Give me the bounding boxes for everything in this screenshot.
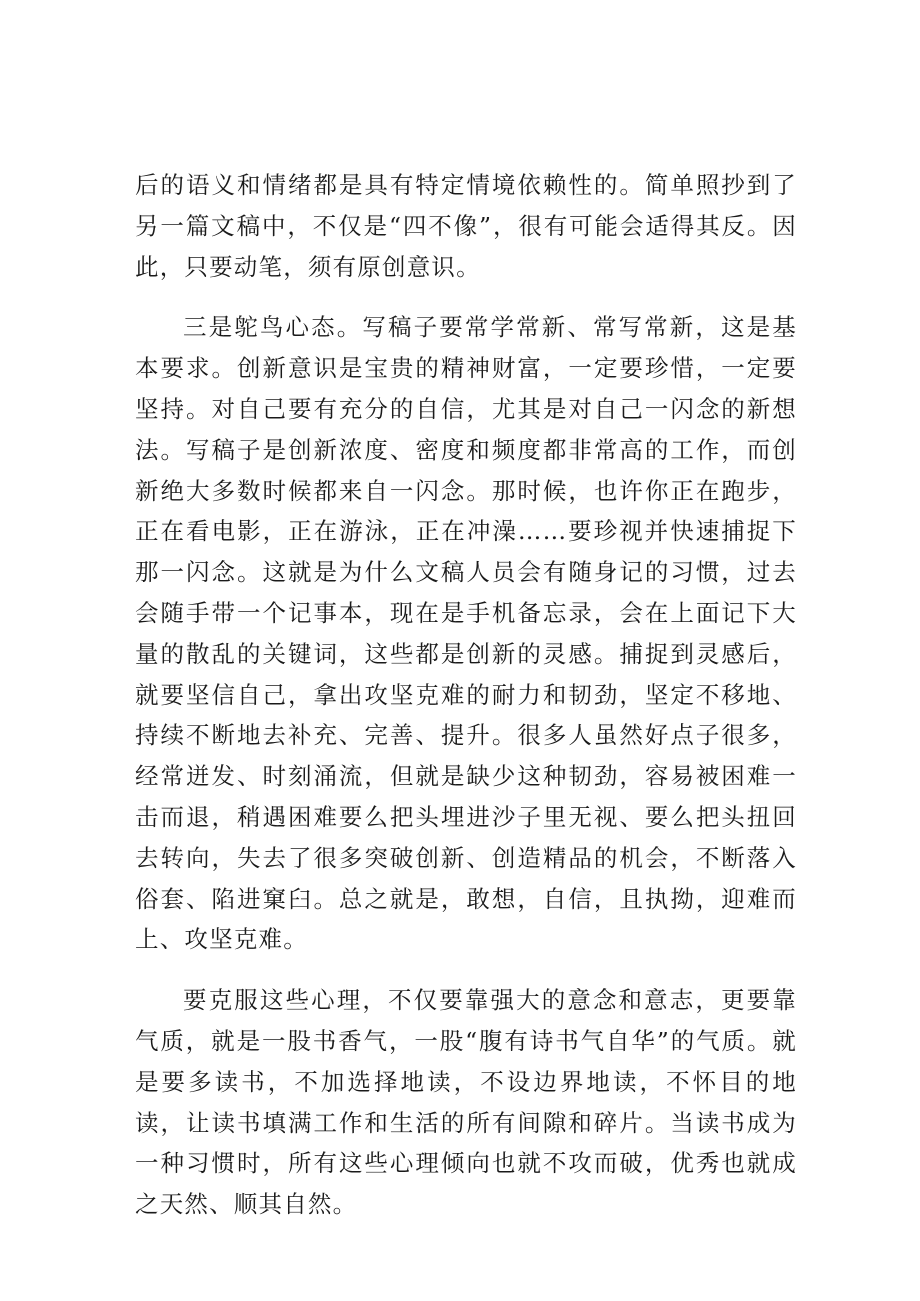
paragraph-ostrich-mentality: 三是鸵鸟心态。写稿子要常学常新、常写常新，这是基本要求。创新意识是宝贵的精神财富，一定要珍惜，一定要坚持。对自己要有充分的自信，尤其是对自己一闪念的新想法。写稿子是创新浓度、密度和频度都非常高的工作，而创新绝大多数时候都来自一闪念。那时候，也许你正在跑步，正在看电影，正在游泳，正在冲澡……要珍视并快速捕捉下那一闪念。这就是为什么文稿人员会有随身记的习惯，过去会随手带一个记事本，现在是手机备忘录，会在上面记下大量的散乱的关键词，这些都是创新的灵感。捕捉到灵感后，就要坚信自己，拿出攻坚克难的耐力和韧劲，坚定不移地、持续不断地去补充、完善、提升。很多人虽然好点子很多，经常迸发、时刻涌流，但就是缺少这种韧劲，容易被困难一击而退，稍遇困难要么把头埋进沙子里无视、要么把头扭回去转向，失去了很多突破创新、创造精品的机会，不断落入俗套、陷进窠臼。总之就是，敢想，自信，且执拗，迎难而上、攻坚克难。 — [135, 313, 797, 954]
paragraph-overcome-mentality: 要克服这些心理，不仅要靠强大的意念和意志，更要靠气质，就是一股书香气，一股“腹有诗书气自华”的气质。就是要多读书，不加选择地读，不设边界地读，不怀目的地读，让读书填满工作和生活的所有间隙和碎片。当读书成为一种习惯时，所有这些心理倾向也就不攻而破，优秀也就成之天然、顺其自然。 — [135, 986, 797, 1219]
paragraph-continuation: 后的语义和情绪都是具有特定情境依赖性的。简单照抄到了另一篇文稿中，不仅是“四不像”，很有可能会适得其反。因此，只要动笔，须有原创意识。 — [135, 171, 797, 281]
document-body — [135, 165, 797, 1225]
